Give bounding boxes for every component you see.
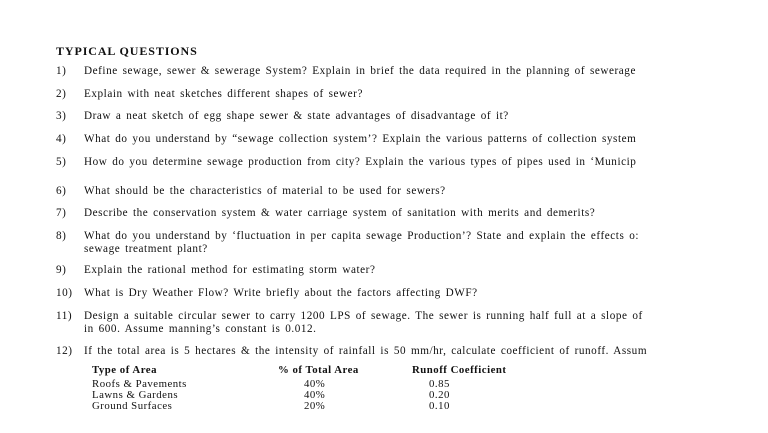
question-number: 10): [56, 287, 73, 299]
question-number: 6): [56, 185, 67, 197]
question-number: 9): [56, 264, 67, 276]
table-cell: 0.85: [429, 378, 450, 390]
question-number: 5): [56, 156, 67, 168]
table-cell: 0.10: [429, 400, 450, 412]
table-header-cell: Type of Area: [92, 364, 157, 376]
question-text: Draw a neat sketch of egg shape sewer & state advantages of disadvantage of it?: [84, 110, 509, 122]
table-cell: 40%: [304, 389, 326, 401]
document-heading: TYPICAL QUESTIONS: [56, 44, 198, 58]
table-cell: Roofs & Pavements: [92, 378, 187, 390]
question-item: [56, 185, 446, 198]
question-item: [56, 65, 636, 78]
question-continuation: in 600. Assume manning’s constant is 0.012.: [84, 323, 317, 335]
question-text: How do you determine sewage production from city? Explain the various types of pipes used in ‘Municip: [84, 156, 637, 168]
question-item: [56, 88, 363, 101]
table-cell: 20%: [304, 400, 326, 412]
question-item: [56, 264, 375, 277]
question-number: 3): [56, 110, 67, 122]
question-text: What do you understand by “sewage collection system’? Explain the various patterns of collection system: [84, 133, 637, 145]
question-text: What should be the characteristics of material to be used for sewers?: [84, 185, 446, 197]
table-cell: 40%: [304, 378, 326, 390]
question-number: 2): [56, 88, 67, 100]
table-cell: Lawns & Gardens: [92, 389, 179, 401]
question-continuation: sewage treatment plant?: [84, 243, 208, 255]
question-item: [56, 156, 636, 169]
question-number: 7): [56, 207, 67, 219]
question-text: If the total area is 5 hectares & the intensity of rainfall is 50 mm/hr, calculate coefficient of runoff. Assum: [84, 345, 648, 357]
question-item: [56, 207, 595, 220]
question-item: [56, 287, 478, 300]
table-cell: Ground Surfaces: [92, 400, 173, 412]
question-text: Explain with neat sketches different shapes of sewer?: [84, 88, 363, 100]
question-text: Define sewage, sewer & sewerage System? Explain in brief the data required in the planning of sewerage: [84, 65, 636, 77]
question-number: 11): [56, 310, 73, 322]
question-number: 12): [56, 345, 73, 357]
question-item: [56, 310, 643, 336]
question-number: 4): [56, 133, 67, 145]
question-number: 1): [56, 65, 67, 77]
question-number: 8): [56, 230, 67, 242]
question-item: [56, 345, 647, 358]
question-text: Describe the conservation system & water carriage system of sanitation with merits and demerits?: [84, 207, 596, 219]
table-header-cell: Runoff Coefficient: [412, 364, 507, 376]
question-item: [56, 110, 509, 123]
table-header-cell: % of Total Area: [278, 364, 359, 376]
table-cell: 0.20: [429, 389, 450, 401]
question-text: Explain the rational method for estimating storm water?: [84, 264, 376, 276]
question-item: [56, 133, 636, 146]
question-text: Design a suitable circular sewer to carry 1200 LPS of sewage. The sewer is running half full at a slope of: [84, 310, 643, 322]
question-item: [56, 230, 639, 256]
question-text: What do you understand by ‘fluctuation in per capita sewage Production’? State and explain the effects o:: [84, 230, 639, 242]
question-text: What is Dry Weather Flow? Write briefly about the factors affecting DWF?: [84, 287, 478, 299]
